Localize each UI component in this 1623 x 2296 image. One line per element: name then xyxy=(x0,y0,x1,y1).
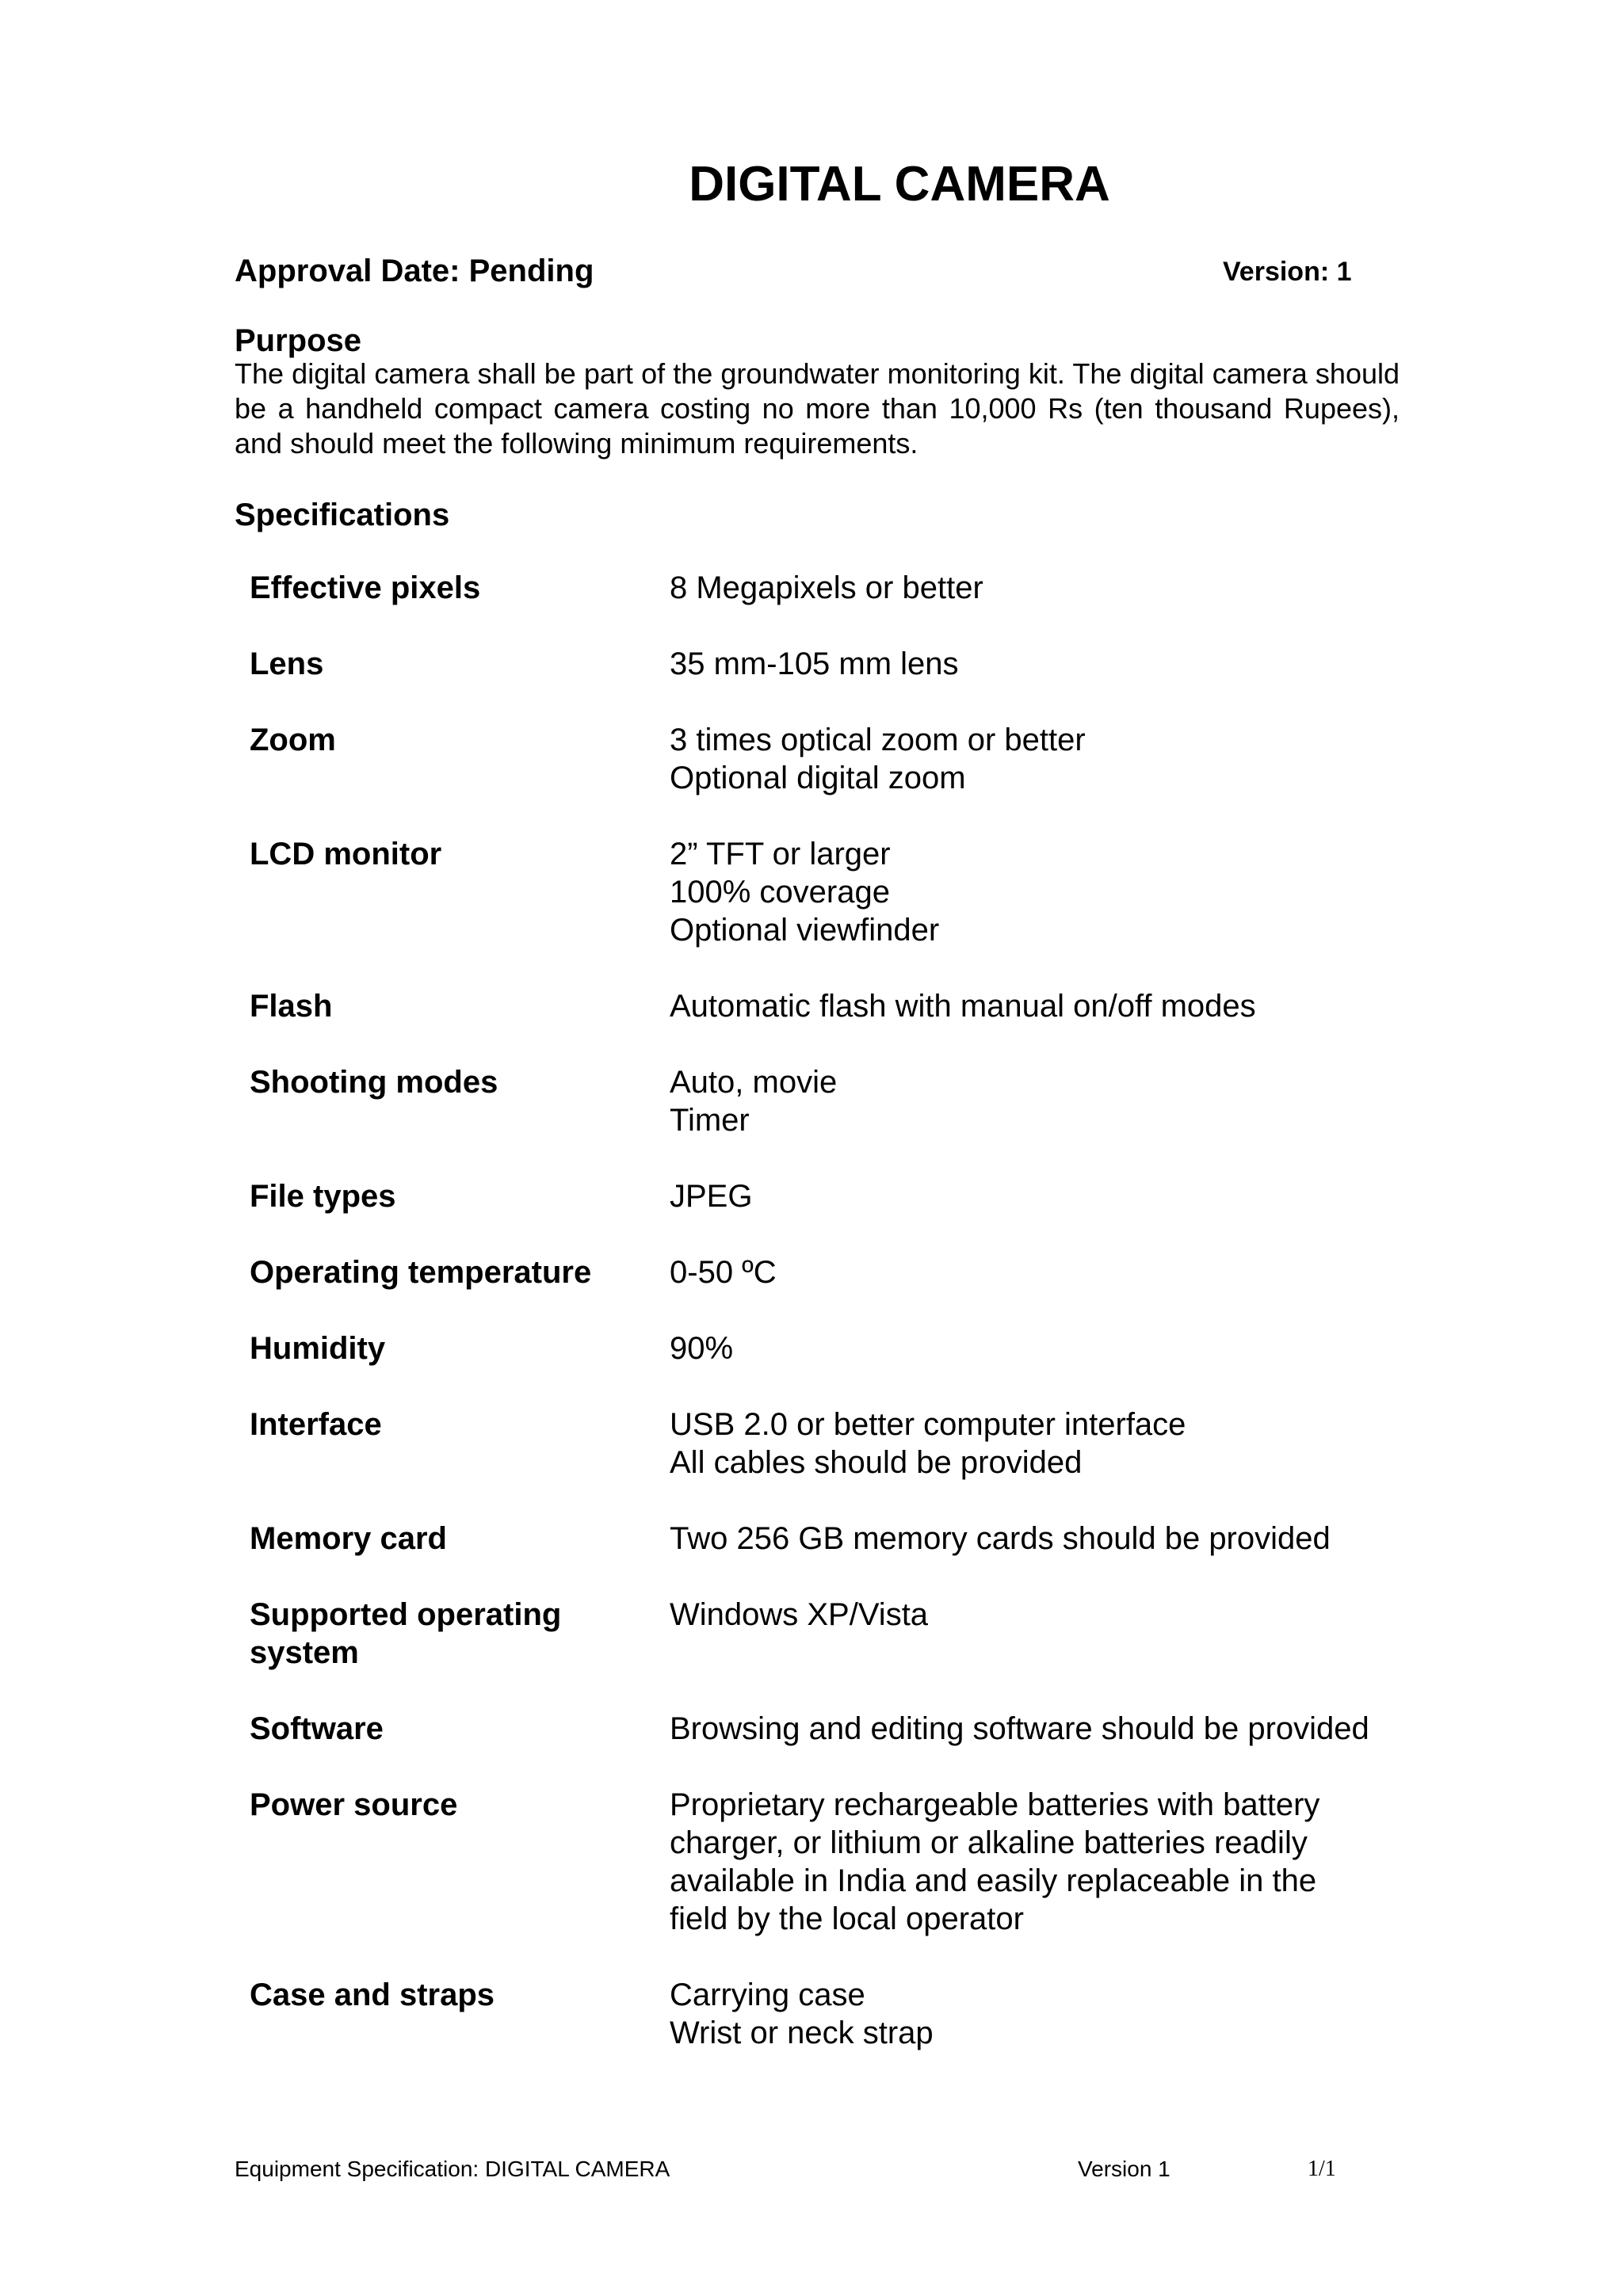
spec-label: Software xyxy=(250,1711,384,1746)
spec-row xyxy=(250,1596,1399,1672)
spec-value-line: Proprietary rechargeable batteries with battery xyxy=(670,1787,1320,1822)
spec-value-line: 90% xyxy=(670,1331,734,1366)
spec-value-line: Browsing and editing software should be provided xyxy=(670,1711,1369,1746)
spec-label: Interface xyxy=(250,1407,382,1442)
spec-value-line: USB 2.0 or better computer interface xyxy=(670,1407,1186,1442)
spec-value-line: All cables should be provided xyxy=(670,1445,1083,1480)
spec-row xyxy=(250,1976,1399,2052)
spec-row xyxy=(250,1329,1399,1367)
specifications-heading: Specifications xyxy=(235,498,450,532)
spec-label: Supported operating system xyxy=(250,1597,562,1670)
spec-value-line: 100% coverage xyxy=(670,875,890,910)
spec-row xyxy=(250,569,1399,607)
spec-value xyxy=(670,569,1399,607)
spec-value xyxy=(670,1063,1399,1139)
spec-value-line: Two 256 GB memory cards should be provided xyxy=(670,1521,1331,1556)
footer-page-number: 1/1 xyxy=(1308,2157,1336,2181)
spec-value-line: Optional viewfinder xyxy=(670,913,940,948)
spec-value-line: Automatic flash with manual on/off modes xyxy=(670,989,1256,1024)
spec-value xyxy=(670,721,1399,797)
spec-value xyxy=(670,1253,1399,1291)
spec-label: Zoom xyxy=(250,723,336,757)
spec-value xyxy=(670,1786,1399,1938)
spec-value xyxy=(670,1710,1399,1748)
spec-label: Case and straps xyxy=(250,1978,495,2012)
footer-document-name: Equipment Specification: DIGITAL CAMERA xyxy=(235,2157,670,2181)
spec-value-line: Windows XP/Vista xyxy=(670,1597,929,1632)
spec-value xyxy=(670,645,1399,683)
specifications-table xyxy=(250,569,1399,2090)
spec-value xyxy=(670,1177,1399,1215)
spec-row xyxy=(250,1786,1399,1938)
spec-value-line: 0-50 ºC xyxy=(670,1255,777,1290)
spec-value xyxy=(670,1596,1399,1672)
spec-label: File types xyxy=(250,1179,396,1214)
spec-row xyxy=(250,645,1399,683)
spec-label: Effective pixels xyxy=(250,570,481,605)
purpose-text: The digital camera shall be part of the groundwater monitoring kit. The digital camera should be a handheld compact camera costing no more than 10,000 Rs (ten thousand Rupees), and should meet the following minimum requirements. xyxy=(235,357,1400,460)
spec-value-line: 2” TFT or larger xyxy=(670,837,891,871)
spec-row xyxy=(250,1253,1399,1291)
spec-value-line: available in India and easily replaceable in the xyxy=(670,1863,1317,1898)
spec-label: Lens xyxy=(250,646,324,681)
spec-value-line: Wrist or neck strap xyxy=(670,2016,934,2050)
footer-version: Version 1 xyxy=(1078,2157,1170,2181)
spec-label: Shooting modes xyxy=(250,1065,498,1100)
spec-label: Flash xyxy=(250,989,333,1024)
spec-value xyxy=(670,835,1399,949)
spec-value-line: field by the local operator xyxy=(670,1901,1024,1936)
spec-label: Operating temperature xyxy=(250,1255,592,1290)
spec-value-line: Carrying case xyxy=(670,1978,865,2012)
spec-value-line: Auto, movie xyxy=(670,1065,838,1100)
version-label: Version: 1 xyxy=(1223,257,1352,287)
spec-value-line: charger, or lithium or alkaline batteries readily xyxy=(670,1825,1308,1860)
spec-row xyxy=(250,987,1399,1025)
spec-row xyxy=(250,1405,1399,1482)
spec-row xyxy=(250,1710,1399,1748)
spec-label: LCD monitor xyxy=(250,837,442,871)
spec-row xyxy=(250,1520,1399,1558)
spec-row xyxy=(250,835,1399,949)
spec-label: Humidity xyxy=(250,1331,386,1366)
spec-value-line: 3 times optical zoom or better xyxy=(670,723,1086,757)
spec-value-line: JPEG xyxy=(670,1179,753,1214)
spec-value xyxy=(670,1976,1399,2052)
spec-label: Memory card xyxy=(250,1521,447,1556)
spec-value xyxy=(670,987,1399,1025)
spec-value-line: 35 mm-105 mm lens xyxy=(670,646,959,681)
spec-value-line: Timer xyxy=(670,1103,750,1138)
page-title: DIGITAL CAMERA xyxy=(689,157,1110,212)
purpose-heading: Purpose xyxy=(235,323,362,358)
spec-row xyxy=(250,1063,1399,1139)
spec-label: Power source xyxy=(250,1787,458,1822)
spec-row xyxy=(250,1177,1399,1215)
spec-row xyxy=(250,721,1399,797)
spec-value xyxy=(670,1329,1399,1367)
spec-value xyxy=(670,1405,1399,1482)
spec-value xyxy=(670,1520,1399,1558)
spec-value-line: 8 Megapixels or better xyxy=(670,570,983,605)
approval-date: Approval Date: Pending xyxy=(235,254,594,288)
spec-value-line: Optional digital zoom xyxy=(670,761,966,795)
